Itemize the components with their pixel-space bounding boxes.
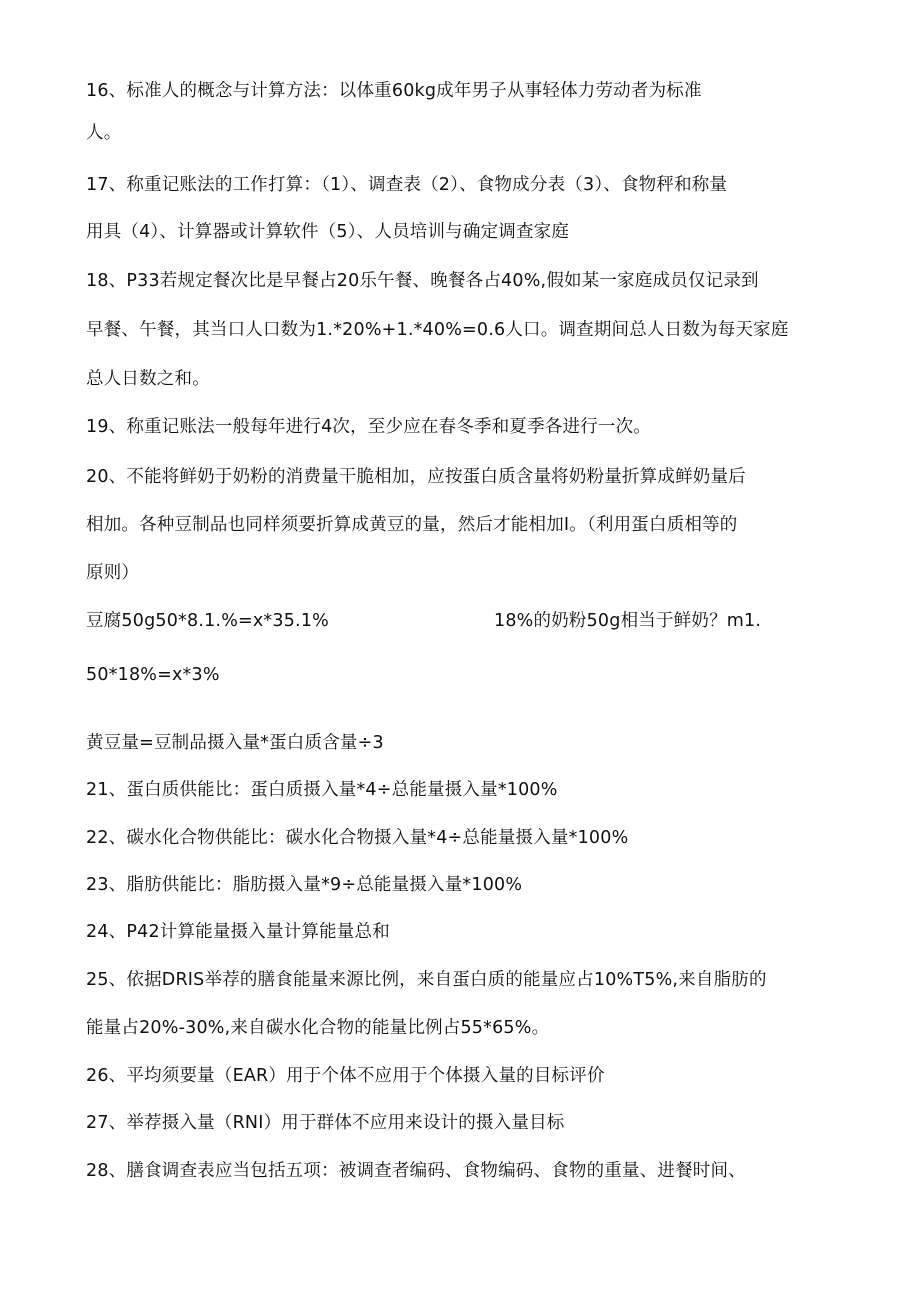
text-line-17a: 17、称重记账法的工作打算：（1）、调查表（2）、食物成分表（3）、食物秤和称量 bbox=[86, 175, 728, 195]
text-line-25a: 25、依据DRIS举荐的膳食能量来源比例，来自蛋白质的能量应占10%T5%,来自脂肪的 bbox=[86, 970, 767, 990]
text-line-26: 26、平均须要量（EAR）用于个体不应用于个体摄入量的目标评价 bbox=[86, 1066, 605, 1086]
text-line-21: 21、蛋白质供能比：蛋白质摄入量*4÷总能量摄入量*100% bbox=[86, 780, 558, 800]
text-line-16b: 人。 bbox=[86, 123, 122, 143]
text-line-milk-question: 18%的奶粉50g相当于鲜奶？m1. bbox=[494, 611, 762, 631]
text-line-18b: 早餐、午餐，其当口人口数为1.*20%+1.*40%=0.6人口。调查期间总人日数为每天家庭 bbox=[86, 320, 789, 340]
text-line-20a: 20、不能将鲜奶于奶粉的消费量干脆相加，应按蛋白质含量将奶粉量折算成鲜奶量后 bbox=[86, 467, 746, 487]
text-line-17b: 用具（4）、计算器或计算软件（5）、人员培训与确定调查家庭 bbox=[86, 222, 570, 242]
text-line-milk-formula: 50*18%=x*3% bbox=[86, 665, 220, 685]
text-line-22: 22、碳水化合物供能比：碳水化合物摄入量*4÷总能量摄入量*100% bbox=[86, 828, 629, 848]
text-line-20c: 原则） bbox=[86, 563, 140, 583]
text-line-27: 27、举荐摄入量（RNI）用于群体不应用来设计的摄入量目标 bbox=[86, 1113, 565, 1133]
text-line-19: 19、称重记账法一般每年进行4次，至少应在春冬季和夏季各进行一次。 bbox=[86, 417, 651, 437]
text-line-18a: 18、P33若规定餐次比是早餐占20乐午餐、晚餐各占40%,假如某一家庭成员仅记录到 bbox=[86, 271, 759, 291]
text-line-16a: 16、标准人的概念与计算方法：以体重60kg成年男子从事轻体力劳动者为标准 bbox=[86, 81, 702, 101]
text-line-28: 28、膳食调查表应当包括五项：被调查者编码、食物编码、食物的重量、进餐时间、 bbox=[86, 1161, 746, 1181]
text-line-24: 24、P42计算能量摄入量计算能量总和 bbox=[86, 922, 390, 942]
text-line-25b: 能量占20%-30%,来自碳水化合物的能量比例占55*65%。 bbox=[86, 1018, 550, 1038]
text-line-23: 23、脂肪供能比：脂肪摄入量*9÷总能量摄入量*100% bbox=[86, 875, 523, 895]
text-line-soy-formula: 黄豆量=豆制品摄入量*蛋白质含量÷3 bbox=[86, 733, 384, 753]
text-line-tofu-formula: 豆腐50g50*8.1.%=x*35.1% bbox=[86, 611, 329, 631]
text-line-20b: 相加。各种豆制品也同样须要折算成黄豆的量，然后才能相加I。（利用蛋白质相等的 bbox=[86, 515, 738, 535]
text-line-18c: 总人日数之和。 bbox=[86, 369, 210, 389]
